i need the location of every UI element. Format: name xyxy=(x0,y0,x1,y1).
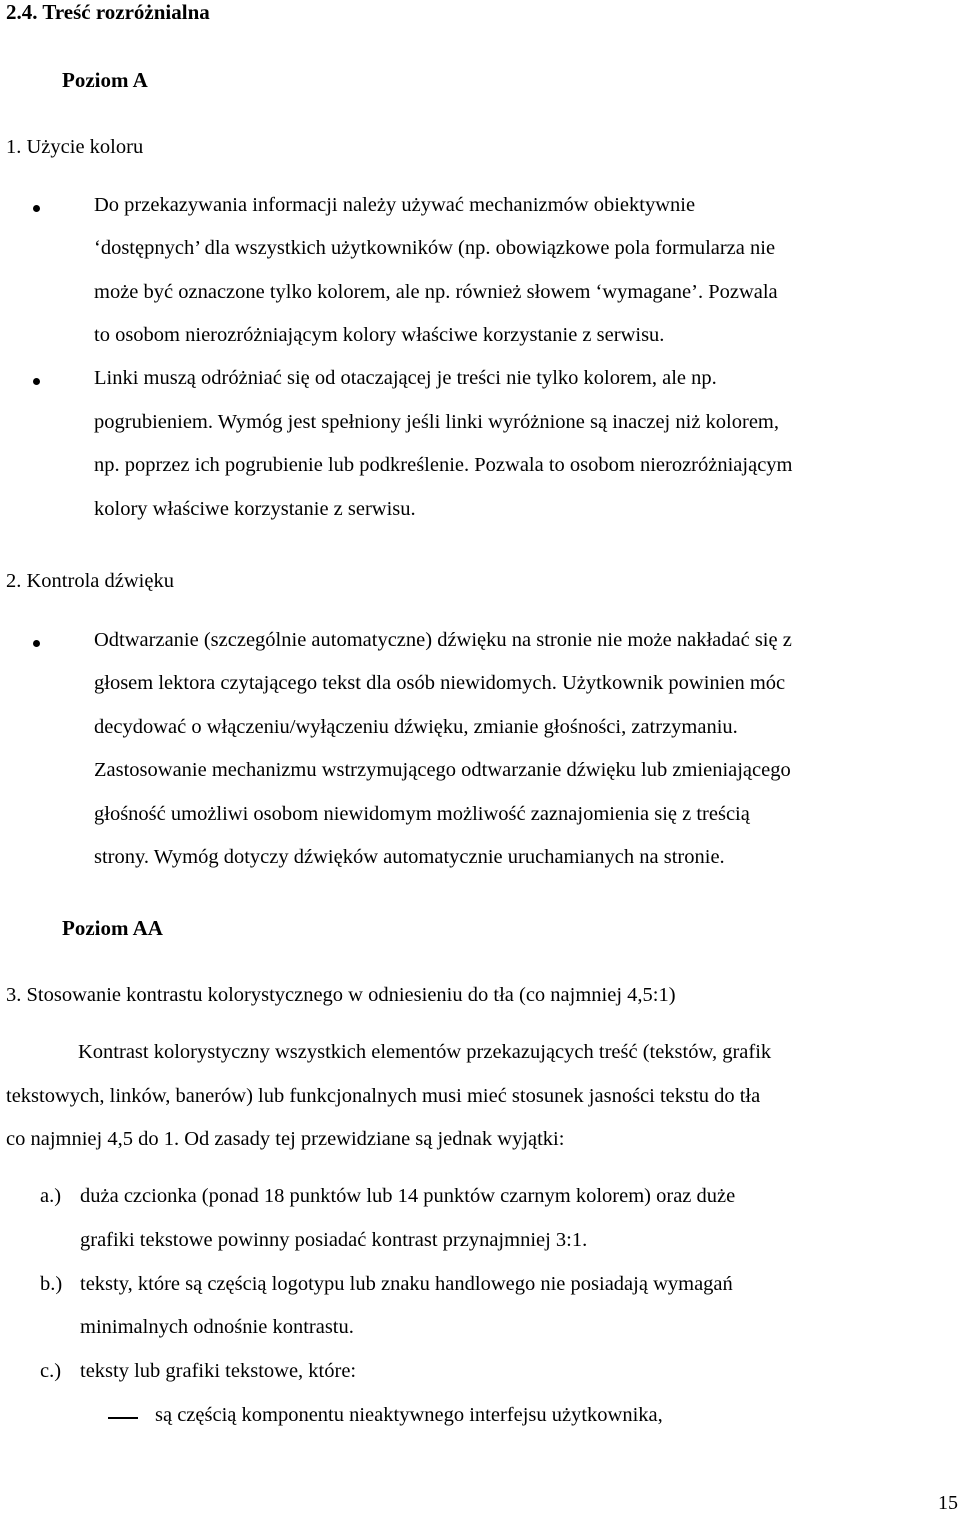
item1-bullet1-line: to osobom nierozróżniającym kolory właściwe korzystanie z serwisu. xyxy=(94,324,665,346)
item2-bullet1-line: Zastosowanie mechanizmu wstrzymującego odtwarzanie dźwięku lub zmieniającego xyxy=(94,759,791,781)
sub-item-line: są częścią komponentu nieaktywnego interfejsu użytkownika, xyxy=(155,1404,663,1426)
bullet-icon xyxy=(33,640,40,647)
page-number: 15 xyxy=(938,1492,958,1514)
item1-bullet2-line: np. poprzez ich pogrubienie lub podkreślenie. Pozwala to osobom nierozróżniającym xyxy=(94,454,793,476)
exception-line: grafiki tekstowe powinny posiadać kontrast przynajmniej 3:1. xyxy=(80,1229,588,1251)
item3-paragraph-line: tekstowych, linków, banerów) lub funkcjonalnych musi mieć stosunek jasności tekstu do tła xyxy=(6,1085,761,1107)
exception-line: teksty, które są częścią logotypu lub znaku handlowego nie posiadają wymagań xyxy=(80,1273,733,1295)
item2-bullet1-line: Odtwarzanie (szczególnie automatyczne) dźwięku na stronie nie może nakładać się z xyxy=(94,629,792,651)
item2-title: 2. Kontrola dźwięku xyxy=(6,570,174,592)
item3-paragraph-line: co najmniej 4,5 do 1. Od zasady tej przewidziane są jednak wyjątki: xyxy=(6,1128,565,1150)
exception-line: duża czcionka (ponad 18 punktów lub 14 punktów czarnym kolorem) oraz duże xyxy=(80,1185,736,1207)
item2-bullet1-line: głośność umożliwi osobom niewidomym możliwość zaznajomienia się z treścią xyxy=(94,803,750,825)
item1-bullet1-line: Do przekazywania informacji należy używać mechanizmów obiektywnie xyxy=(94,194,696,216)
exception-line: teksty lub grafiki tekstowe, które: xyxy=(80,1360,357,1382)
item2-bullet1-line: strony. Wymóg dotyczy dźwięków automatycznie uruchamianych na stronie. xyxy=(94,846,725,868)
exception-line: minimalnych odnośnie kontrastu. xyxy=(80,1316,354,1338)
item1-bullet1-line: może być oznaczone tylko kolorem, ale np. również słowem ‘wymagane’. Pozwala xyxy=(94,281,778,303)
item1-title: 1. Użycie koloru xyxy=(6,136,144,158)
bullet-icon xyxy=(33,378,40,385)
item2-bullet1-line: głosem lektora czytającego tekst dla osób niewidomych. Użytkownik powinien móc xyxy=(94,672,786,694)
item2-bullet1-line: decydować o włączeniu/wyłączeniu dźwięku, zmianie głośności, zatrzymaniu. xyxy=(94,716,738,738)
item1-bullet1-line: ‘dostępnych’ dla wszystkich użytkowników (np. obowiązkowe pola formularza nie xyxy=(94,237,776,259)
section-title: 2.4. Treść rozróżnialna xyxy=(6,0,210,24)
level-aa-heading: Poziom AA xyxy=(62,916,163,940)
dash-icon xyxy=(108,1417,138,1419)
item1-bullet2-line: Linki muszą odróżniać się od otaczającej je treści nie tylko kolorem, ale np. xyxy=(94,367,717,389)
bullet-icon xyxy=(33,205,40,212)
exception-marker: a.) xyxy=(40,1185,62,1207)
item1-bullet2-line: pogrubieniem. Wymóg jest spełniony jeśli linki wyróżnione są inaczej niż kolorem, xyxy=(94,411,779,433)
item1-bullet2-line: kolory właściwe korzystanie z serwisu. xyxy=(94,498,416,520)
exception-marker: b.) xyxy=(40,1273,63,1295)
exception-marker: c.) xyxy=(40,1360,62,1382)
item3-paragraph-line: Kontrast kolorystyczny wszystkich elementów przekazujących treść (tekstów, grafik xyxy=(78,1041,772,1063)
item3-title: 3. Stosowanie kontrastu kolorystycznego w odniesieniu do tła (co najmniej 4,5:1) xyxy=(6,984,676,1006)
level-a-heading: Poziom A xyxy=(62,68,148,92)
